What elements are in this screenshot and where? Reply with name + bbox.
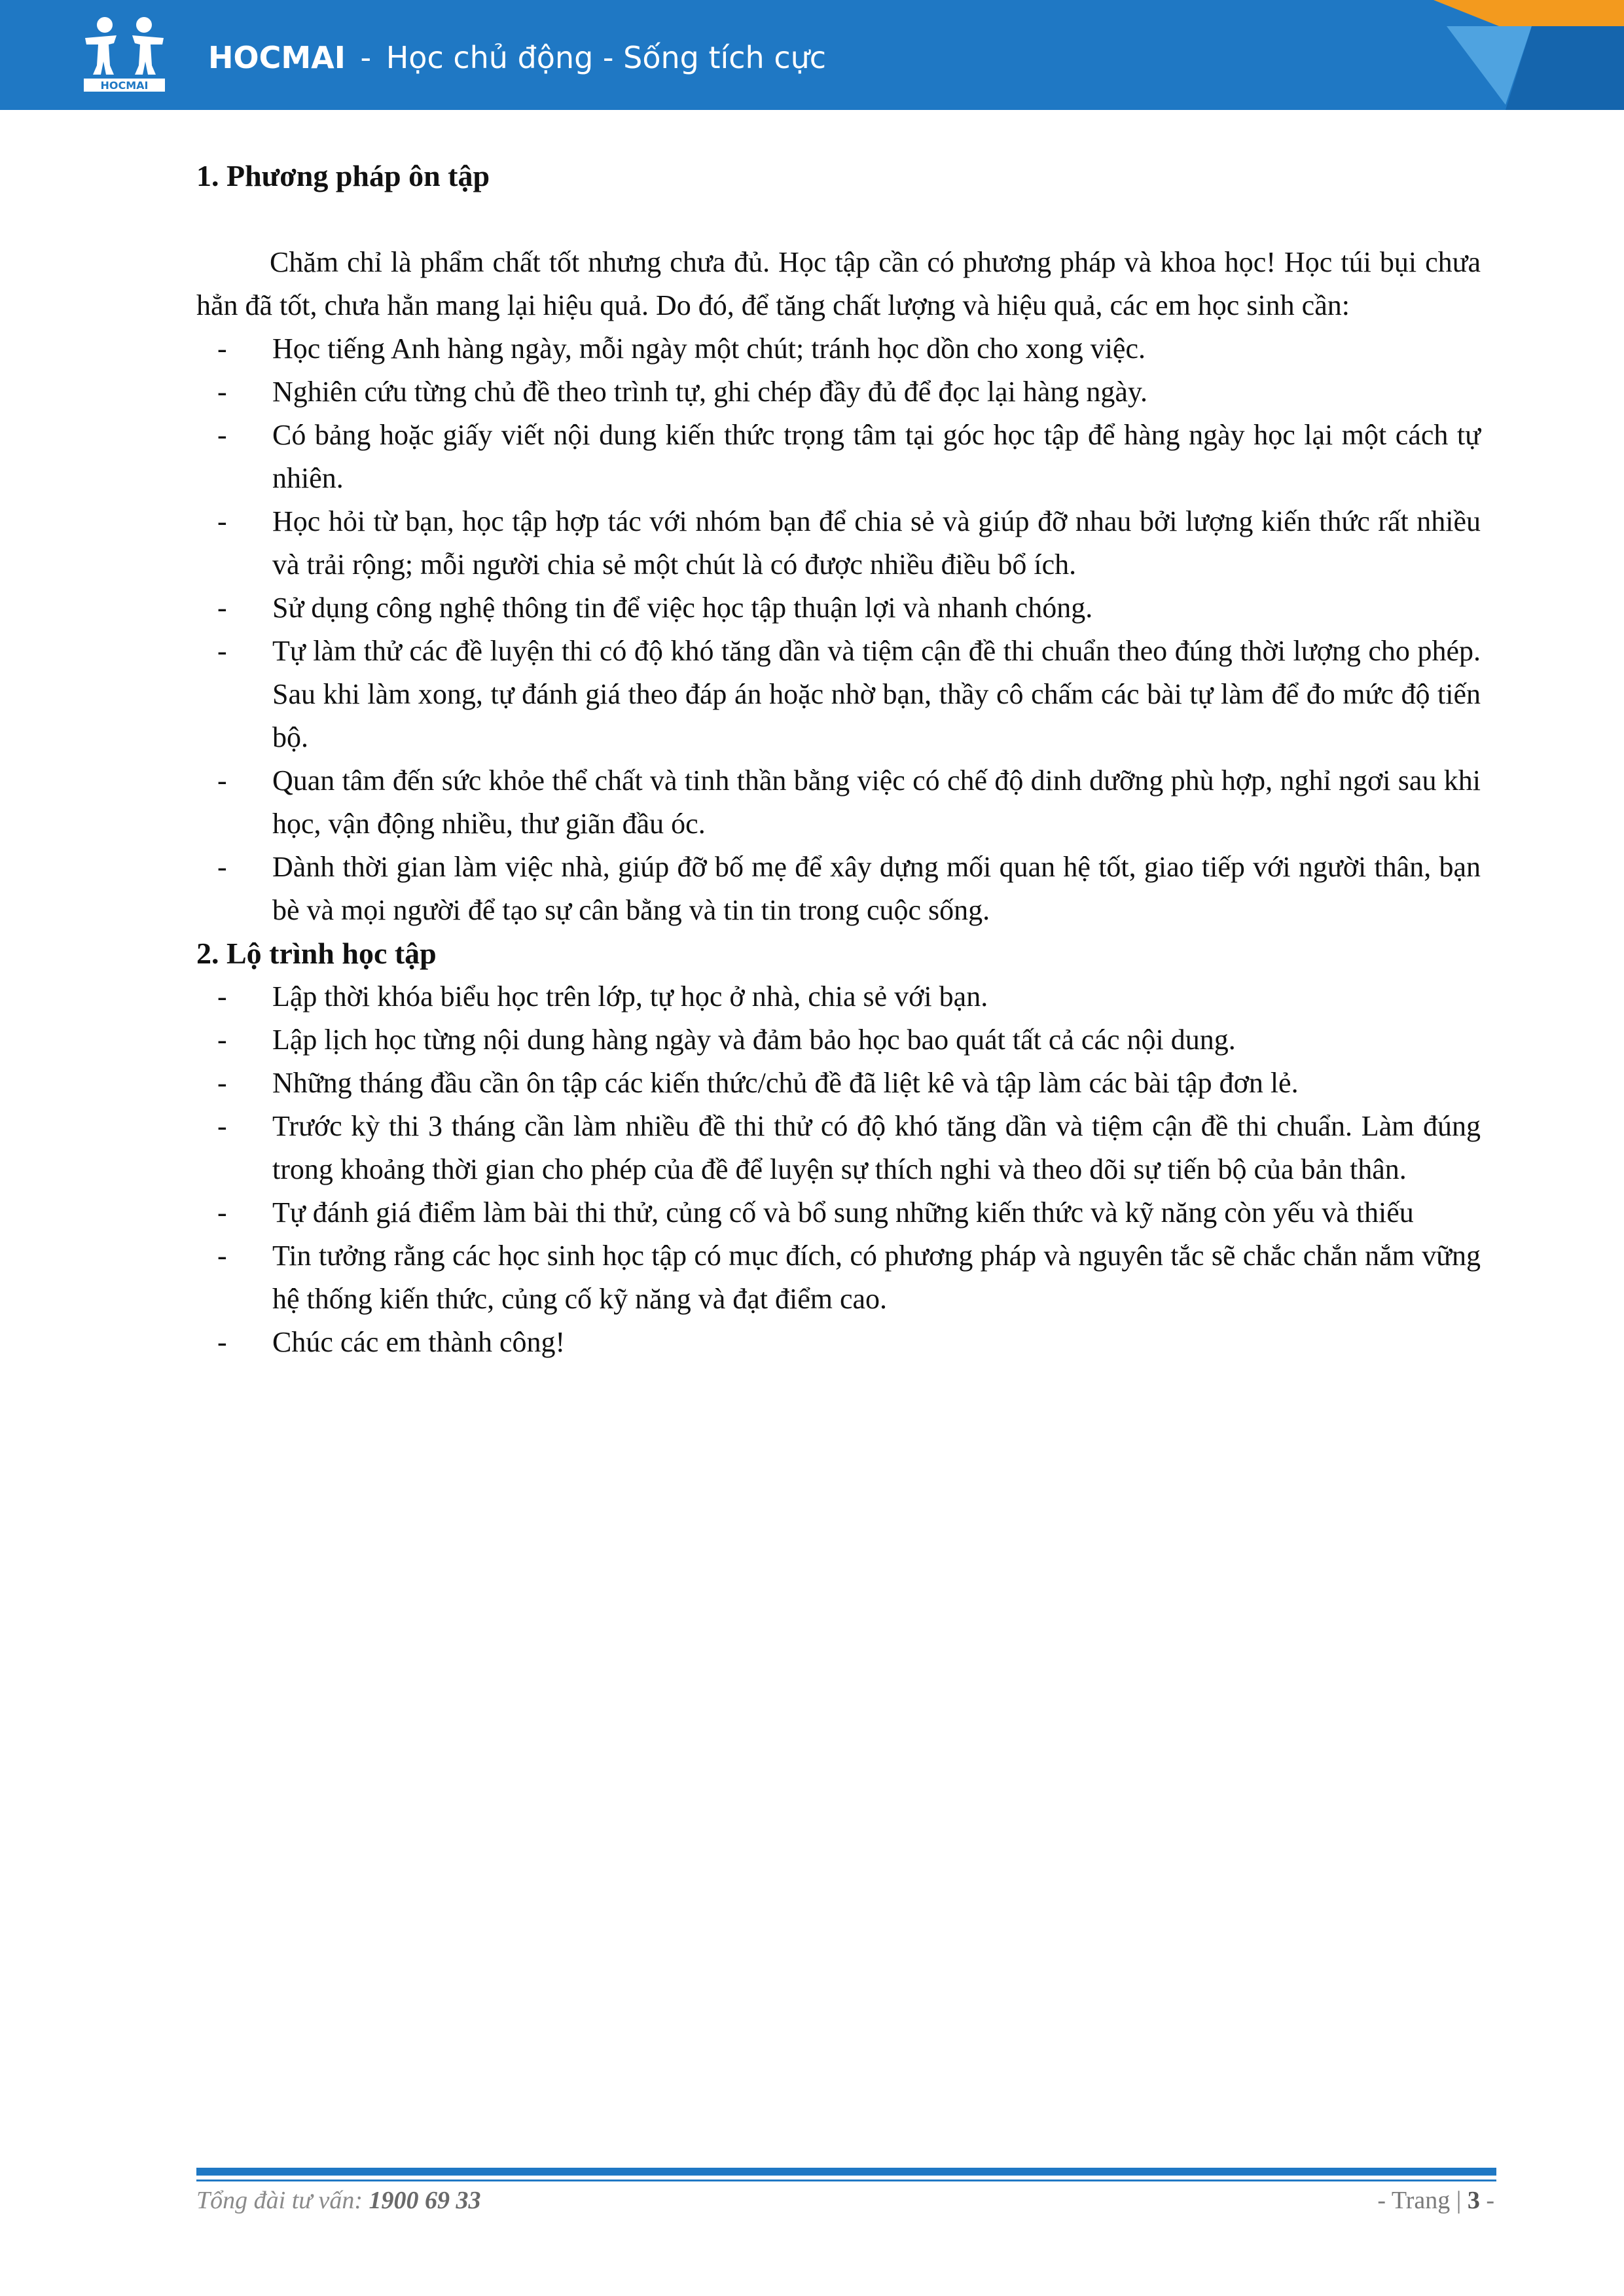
- list-bullet: -: [217, 332, 227, 365]
- list-bullet: -: [217, 419, 227, 451]
- list-item: [196, 975, 1481, 1018]
- page-suffix: -: [1486, 2187, 1494, 2214]
- list-item-text: Trước kỳ thi 3 tháng cần làm nhiều đề thi thử có độ khó tăng dần và tiệm cận đề thi chuẩn. Làm đúng trong khoảng thời gian cho phép của đề để luyện sự thích nghi và theo dõi sự tiến bộ của bản thân.: [272, 1110, 1481, 1185]
- list-item-text: Tự làm thử các đề luyện thi có độ khó tăng dần và tiệm cận đề thi chuẩn theo đúng thời lượng cho phép. Sau khi làm xong, tự đánh giá theo đáp án hoặc nhờ bạn, thầy cô chấm các bài tự làm để đo mức độ tiến bộ.: [272, 635, 1481, 753]
- list-item: [196, 586, 1481, 630]
- list-item-text: Học hỏi từ bạn, học tập hợp tác với nhóm bạn để chia sẻ và giúp đỡ nhau bởi lượng kiến thức rất nhiều và trải rộng; mỗi người chia sẻ một chút là có được nhiều điều bổ ích.: [272, 505, 1481, 581]
- hocmai-logo: [79, 14, 170, 93]
- logo-text: HOCMAI: [100, 79, 149, 92]
- list-item: [196, 630, 1481, 759]
- page-header: [0, 0, 1624, 110]
- list-item-text: Có bảng hoặc giấy viết nội dung kiến thức trọng tâm tại góc học tập để hàng ngày học lại một cách tự nhiên.: [272, 419, 1481, 494]
- brand-separator: -: [360, 40, 372, 75]
- list-item-text: Những tháng đầu cần ôn tập các kiến thức/chủ đề đã liệt kê và tập làm các bài tập đơn lẻ.: [272, 1067, 1299, 1099]
- list-item-text: Quan tâm đến sức khỏe thể chất và tinh thần bằng việc có chế độ dinh dưỡng phù hợp, nghỉ ngơi sau khi học, vận động nhiều, thư giãn đầu óc.: [272, 764, 1481, 840]
- page-prefix: - Trang |: [1377, 2187, 1462, 2214]
- hocmai-logo-icon: [79, 14, 170, 93]
- list-item-text: Nghiên cứu từng chủ đề theo trình tự, ghi chép đầy đủ để đọc lại hàng ngày.: [272, 376, 1148, 408]
- list-item-text: Tin tưởng rằng các học sinh học tập có mục đích, có phương pháp và nguyên tắc sẽ chắc chắn nắm vững hệ thống kiến thức, củng cố kỹ năng và đạt điểm cao.: [272, 1240, 1481, 1315]
- list-bullet: -: [217, 1024, 227, 1056]
- list-item-text: Dành thời gian làm việc nhà, giúp đỡ bố mẹ để xây dựng mối quan hệ tốt, giao tiếp với người thân, bạn bè và mọi người để tạo sự cân bằng và tin tin trong cuộc sống.: [272, 851, 1481, 926]
- list-item: [196, 414, 1481, 500]
- list-item-text: Chúc các em thành công!: [272, 1326, 566, 1358]
- list-bullet: -: [217, 635, 227, 667]
- list-bullet: -: [217, 376, 227, 408]
- list-item: [196, 1234, 1481, 1321]
- list-item-text: Lập thời khóa biểu học trên lớp, tự học ở nhà, chia sẻ với bạn.: [272, 980, 988, 1013]
- list-bullet: -: [217, 1326, 227, 1358]
- section-2-title: 2. Lộ trình học tập: [196, 937, 437, 970]
- list-item: [196, 370, 1481, 414]
- list-item: [196, 846, 1481, 932]
- list-item: [196, 759, 1481, 846]
- list-item-text: Sử dụng công nghệ thông tin để việc học tập thuận lợi và nhanh chóng.: [272, 592, 1093, 624]
- section-1-list: [196, 327, 1481, 932]
- section-2-list: [196, 975, 1481, 1364]
- list-bullet: -: [217, 1240, 227, 1272]
- document-body: [196, 154, 1481, 1364]
- list-item: [196, 1191, 1481, 1234]
- list-bullet: -: [217, 1110, 227, 1142]
- page-number: 3: [1467, 2187, 1480, 2214]
- list-bullet: -: [217, 1196, 227, 1229]
- orange-corner-shape: [1434, 0, 1624, 26]
- list-bullet: -: [217, 505, 227, 537]
- list-item: [196, 1321, 1481, 1364]
- list-bullet: -: [217, 851, 227, 883]
- list-item-text: Lập lịch học từng nội dung hàng ngày và đảm bảo học bao quát tất cả các nội dung.: [272, 1024, 1236, 1056]
- brand-line: [208, 38, 826, 77]
- hotline-label: Tổng đài tư vấn:: [196, 2187, 363, 2214]
- brand-slogan: Học chủ động - Sống tích cực: [386, 40, 827, 75]
- hotline-number: 1900 69 33: [369, 2187, 481, 2214]
- footer-page-indicator: [1377, 2186, 1494, 2215]
- list-item: [196, 1062, 1481, 1105]
- list-item: [196, 1105, 1481, 1191]
- footer-rule-thick: [196, 2168, 1496, 2176]
- list-item: [196, 327, 1481, 370]
- footer-rule-thin: [196, 2179, 1496, 2181]
- section-1-title: 1. Phương pháp ôn tập: [196, 159, 490, 192]
- list-item-text: Tự đánh giá điểm làm bài thi thử, củng cố và bổ sung những kiến thức và kỹ năng còn yếu và thiếu: [272, 1196, 1414, 1229]
- list-bullet: -: [217, 980, 227, 1013]
- list-item-text: Học tiếng Anh hàng ngày, mỗi ngày một chút; tránh học dồn cho xong việc.: [272, 332, 1146, 365]
- list-item: [196, 1018, 1481, 1062]
- list-item: [196, 500, 1481, 586]
- brand-name: HOCMAI: [208, 40, 346, 75]
- footer-hotline: [196, 2186, 481, 2215]
- list-bullet: -: [217, 1067, 227, 1099]
- list-bullet: -: [217, 592, 227, 624]
- section-1-intro: Chăm chỉ là phẩm chất tốt nhưng chưa đủ. Học tập cần có phương pháp và khoa học! Học túi bụi chưa hẳn đã tốt, chưa hẳn mang lại hiệu quả. Do đó, để tăng chất lượng và hiệu quả, các em học sinh cần:: [196, 246, 1481, 321]
- list-bullet: -: [217, 764, 227, 797]
